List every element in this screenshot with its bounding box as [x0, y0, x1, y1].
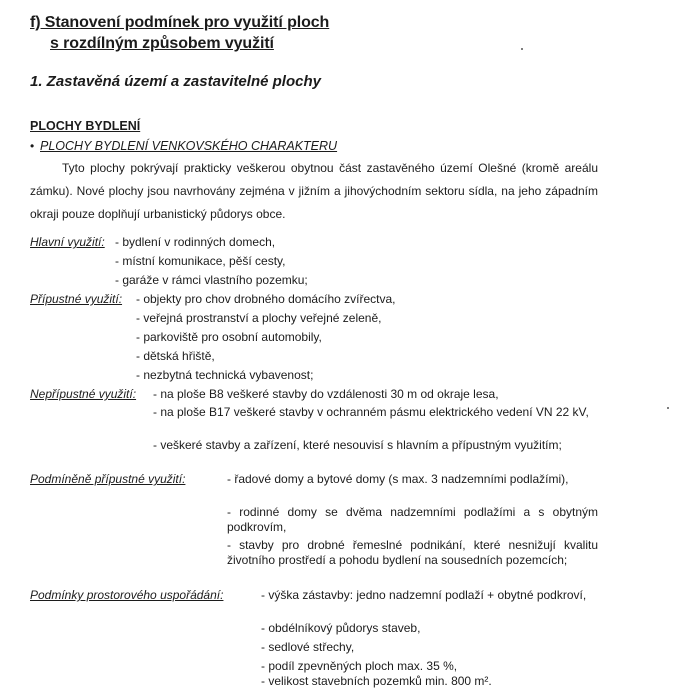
pripustne-item: - dětská hřiště, [136, 349, 215, 363]
scan-speck [667, 407, 669, 409]
prostorove-item: - sedlové střechy, [261, 640, 355, 654]
hlavni-item: - místní komunikace, pěší cesty, [115, 254, 286, 268]
bullet-heading: PLOCHY BYDLENÍ VENKOVSKÉHO CHARAKTERU [40, 139, 338, 153]
prostorove-item: - podíl zpevněných ploch max. 35 %, [261, 659, 458, 673]
podminene-item: - stavby pro drobné řemeslné podnikání, které nesnižují kvalitu životního prostředí a pohodu bydlení na sousedních pozemcích; [227, 538, 598, 567]
hlavni-label: Hlavní využití: [30, 235, 105, 249]
pripustne-item: - parkoviště pro osobní automobily, [136, 330, 322, 344]
hlavni-item: - bydlení v rodinných domech, [115, 235, 276, 249]
pripustne-item: - objekty pro chov drobného domácího zvířectva, [136, 292, 396, 306]
pripustne-label: Přípustné využití: [30, 292, 123, 306]
section-heading: 1. Zastavěná území a zastavitelné plochy [30, 73, 321, 90]
podminene-label: Podmíněně přípustné využití: [30, 472, 186, 486]
podminene-item: - řadové domy a bytové domy (s max. 3 nadzemními podlažími), [227, 472, 569, 486]
prostorove-item: - výška zástavby: jedno nadzemní podlaží + obytné podkroví, [261, 588, 587, 602]
document-title-line-2: s rozdílným způsobem využití [50, 35, 274, 52]
bullet-icon: • [30, 139, 35, 153]
intro-paragraph: Tyto plochy pokrývají prakticky veškerou obytnou část zastavěného území Olešné (kromě areálu zámku). Nové plochy jsou navrhovány zejména v jižním a jihovýchodním sektoru sídla, na jeho západním okraji pouze doplňují urbanistický půdorys obce. [30, 161, 598, 221]
document-title-line-1: f) Stanovení podmínek pro využití ploch [30, 14, 330, 31]
scan-speck [521, 48, 523, 50]
nepripustne-label: Nepřípustné využití: [30, 387, 137, 401]
hlavni-item: - garáže v rámci vlastního pozemku; [115, 273, 308, 287]
pripustne-item: - nezbytná technická vybavenost; [136, 368, 314, 382]
prostorove-item: - velikost stavebních pozemků min. 800 m². [261, 674, 492, 688]
subsection-heading: PLOCHY BYDLENÍ [30, 119, 141, 133]
pripustne-item: - veřejná prostranství a plochy veřejné zeleně, [136, 311, 382, 325]
podminene-item: - rodinné domy se dvěma nadzemními podlažími a s obytným podkrovím, [227, 505, 598, 534]
nepripustne-item: - na ploše B8 veškeré stavby do vzdálenosti 30 m od okraje lesa, [153, 387, 499, 401]
nepripustne-item: - veškeré stavby a zařízení, které nesouvisí s hlavním a přípustným využitím; [153, 438, 562, 452]
nepripustne-item: - na ploše B17 veškeré stavby v ochranném pásmu elektrického vedení VN 22 kV, [153, 405, 589, 419]
prostorove-label: Podmínky prostorového uspořádání: [30, 588, 224, 602]
prostorove-item: - obdélníkový půdorys staveb, [261, 621, 421, 635]
